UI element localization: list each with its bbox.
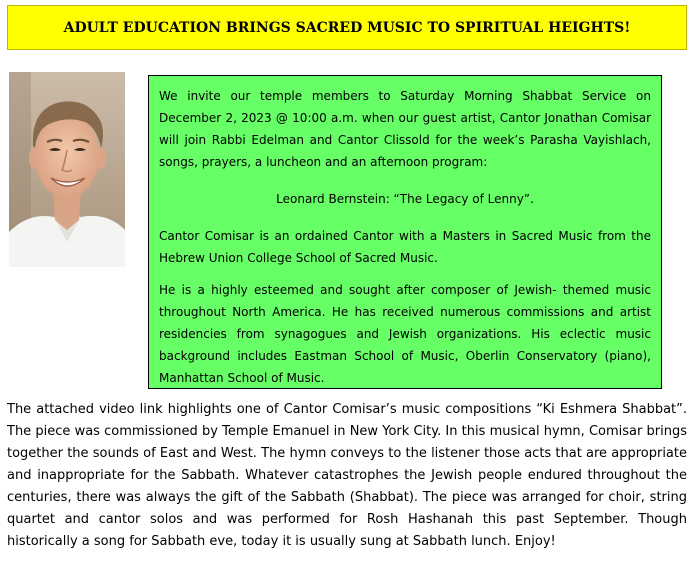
invitation-paragraph: We invite our temple members to Saturday Morning Shabbat Service on December 2, 2023 @ 10:00 a.m. when our guest artist, Cantor Jonathan Comisar will join Rabbi Edelman and Cantor Clissold for the week’s Parasha Vayishlach, songs, prayers, a luncheon and an afternoon program: bbox=[159, 89, 651, 169]
portrait-photo bbox=[9, 72, 125, 267]
composition-description: The attached video link highlights one of Cantor Comisar’s music compositions “Ki Eshmera Shabbat”. The piece was commissioned by Temple Emanuel in New York City. In this musical hymn, Comisar brings together the sounds of East and West. The hymn conveys to the listener those acts that are appropriate and inappropriate for the Sabbath. Whatever catastrophes the Jewish people endured throughout the centuries, there was always the gift of the Sabbath (Shabbat). The piece was arranged for choir, string quartet and cantor solos and was performed for Rosh Hashanah this past September. Though historically a song for Sabbath eve, today it is usually sung at Sabbath lunch. Enjoy! bbox=[7, 402, 687, 549]
event-info-box bbox=[148, 75, 662, 389]
credentials-paragraph: Cantor Comisar is an ordained Cantor with a Masters in Sacred Music from the Hebrew Union College School of Sacred Music. bbox=[159, 229, 651, 265]
portrait-illustration bbox=[9, 72, 125, 267]
headline-banner bbox=[7, 5, 687, 50]
headline-title: ADULT EDUCATION BRINGS SACRED MUSIC TO SPIRITUAL HEIGHTS! bbox=[63, 19, 631, 36]
program-title: Leonard Bernstein: “The Legacy of Lenny”. bbox=[276, 192, 534, 206]
bio-paragraph: He is a highly esteemed and sought after composer of Jewish- themed music throughout North America. He has received numerous commissions and artist residencies from synagogues and Jewish organizations. His eclectic music background includes Eastman School of Music, Oberlin Conservatory (piano), Manhattan School of Music. bbox=[159, 283, 651, 385]
